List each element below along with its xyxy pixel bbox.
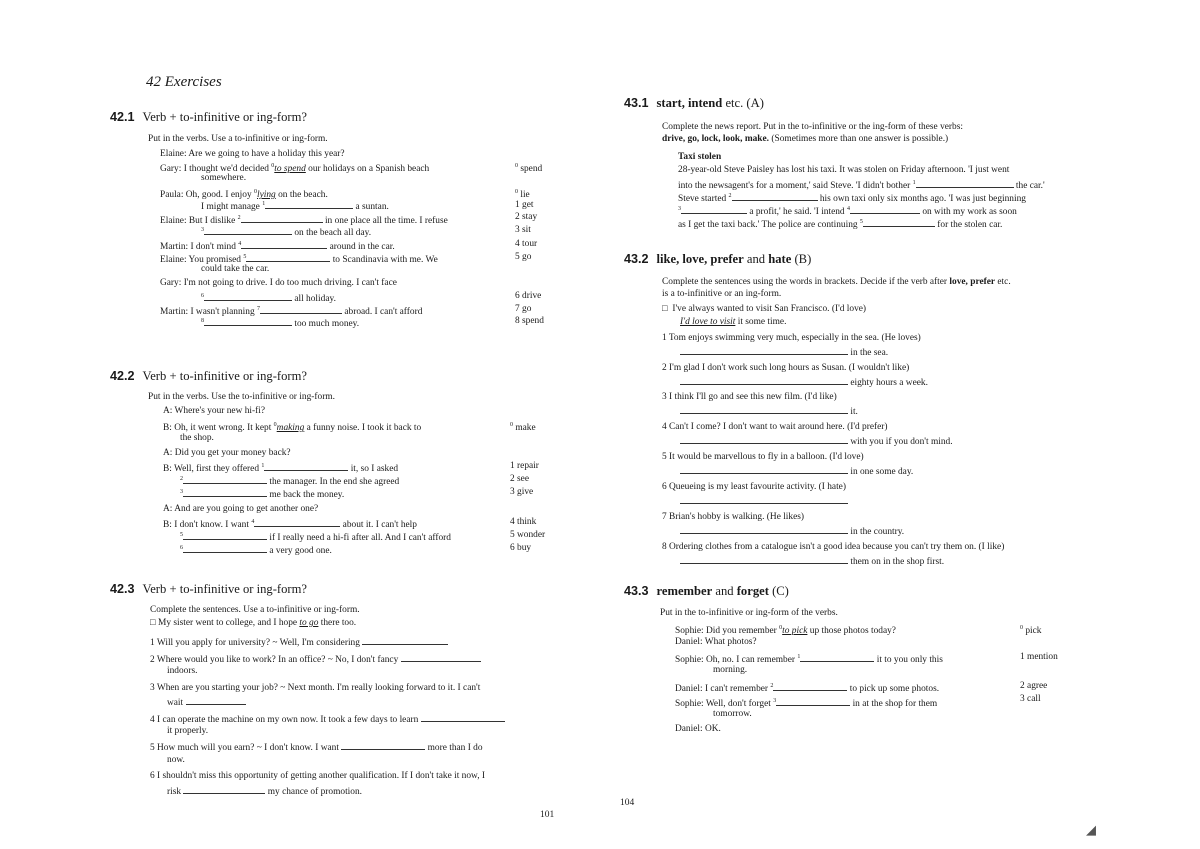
answer-blank[interactable] xyxy=(800,653,874,662)
dialogue-line: $^2$ the manager. In the end she agreed xyxy=(180,476,400,488)
exercise-line xyxy=(680,435,953,448)
example-answer: lying xyxy=(257,190,276,201)
exercise-line xyxy=(680,346,888,359)
exercise-line xyxy=(167,785,362,798)
exercise-text: my chance of promotion. xyxy=(267,787,362,797)
verb-cue: 6 drive xyxy=(515,291,542,301)
dialogue-line: Gary: I thought we'd decided $^0$to spend our holidays on a Spanish beach xyxy=(160,163,430,175)
exercise-text: I've always wanted to visit San Francisco. (I'd love) xyxy=(672,304,867,314)
verb-cue: 2 see xyxy=(510,474,530,484)
dialogue-text: Elaine: You promised xyxy=(160,255,241,266)
dialogue-text: on the beach all day. xyxy=(294,228,372,239)
exercise-line xyxy=(680,376,928,389)
exercise-text: risk xyxy=(167,787,182,797)
section-heading xyxy=(624,96,764,111)
dialogue-line: I might manage $^1$ a suntan. xyxy=(201,201,389,213)
dialogue-line: Sophie: Oh, no. I can remember $^1$ it to you only this xyxy=(675,654,943,666)
verb-list: drive, go, lock, look, make. xyxy=(662,134,770,144)
section-number: 42.2 xyxy=(110,369,135,383)
answer-blank[interactable] xyxy=(680,465,848,474)
section-title-rest: etc. (A) xyxy=(725,96,764,110)
dialogue-text: it to you only this xyxy=(876,655,943,666)
dialogue-line: Martin: I don't mind $^4$ around in the car. xyxy=(160,241,395,253)
verb-cue: 2 agree xyxy=(1020,681,1048,691)
exercise-line xyxy=(150,636,448,649)
exercise-text: 2 Where would you like to work? In an office? ~ No, I don't fancy xyxy=(150,655,399,665)
section-title: start, intend xyxy=(656,96,723,110)
answer-blank[interactable] xyxy=(773,682,847,691)
exercise-text: 5 How much will you earn? ~ I don't know. I want xyxy=(150,743,339,753)
instruction: Complete the sentences. Use a to-infinitive or ing-form. xyxy=(150,605,360,615)
story-text: a profit,' he said. 'I intend xyxy=(749,207,845,218)
exercise-line: □ My sister went to college, and I hope to go there too. xyxy=(150,618,357,628)
section-number: 42.3 xyxy=(110,582,135,596)
verb-cue: 2 stay xyxy=(515,212,538,222)
dialogue-line: somewhere. xyxy=(201,173,247,183)
verb-cue: 5 go xyxy=(515,252,532,262)
answer-blank[interactable] xyxy=(241,240,327,249)
chapter-title: 42 Exercises xyxy=(146,74,222,90)
example-answer: I'd love to visit xyxy=(680,317,736,327)
exercise-line xyxy=(680,465,913,478)
page-number: 104 xyxy=(620,798,635,808)
verb-cue: $^0$ make xyxy=(510,422,536,434)
dialogue-line: $^3$ on the beach all day. xyxy=(201,227,372,239)
section-title: remember xyxy=(656,584,713,598)
section-title: Verb + to-infinitive or ing-form? xyxy=(142,582,307,596)
example-answer: to pick xyxy=(782,626,808,637)
answer-blank[interactable] xyxy=(362,636,448,645)
right-page xyxy=(600,0,1200,849)
dialogue-text: it, so I asked xyxy=(350,464,399,475)
story-line: 28-year-old Steve Paisley has lost his taxi. It was stolen on Friday afternoon. 'I just went xyxy=(678,165,1010,175)
exercise-text: in one some day. xyxy=(850,467,914,477)
dialogue-text: a funny noise. I took it back to xyxy=(306,423,422,434)
answer-blank[interactable] xyxy=(850,205,920,214)
instruction-text: Complete the sentences using the words in brackets. Decide if the verb after xyxy=(662,277,948,287)
section-heading xyxy=(624,584,789,599)
exercise-line: now. xyxy=(167,755,185,765)
verb-cue: 4 tour xyxy=(515,239,538,249)
page-number: 101 xyxy=(540,810,555,820)
example-answer: to go xyxy=(299,618,319,628)
answer-blank[interactable] xyxy=(183,785,265,794)
dialogue-line: Daniel: What photos? xyxy=(675,637,757,647)
section-heading xyxy=(624,252,811,267)
dialogue-line: $^8$ too much money. xyxy=(201,318,360,330)
dialogue-text: me back the money. xyxy=(269,490,345,501)
dialogue-text: the manager. In the end she agreed xyxy=(269,477,400,488)
dialogue-text: B: Well, first they offered xyxy=(163,464,260,475)
dialogue-text: a very good one. xyxy=(269,546,332,557)
dialogue-line: Sophie: Well, don't forget $^3$ in at the shop for them xyxy=(675,698,938,710)
section-title: like, love, prefer xyxy=(656,252,744,266)
dialogue-text: B: Oh, it went wrong. It kept xyxy=(163,423,272,434)
answer-blank[interactable] xyxy=(680,405,848,414)
dialogue-line: B: Well, first they offered $^1$ it, so I asked xyxy=(163,463,399,475)
section-number: 43.1 xyxy=(624,96,649,110)
dialogue-text: our holidays on a Spanish beach xyxy=(308,164,430,175)
example-answer: making xyxy=(276,423,305,434)
answer-blank[interactable] xyxy=(265,200,353,209)
answer-blank[interactable] xyxy=(246,253,330,262)
answer-blank[interactable] xyxy=(241,214,323,223)
story-line: as I get the taxi back.' The police are continuing $^5$ for the stolen car. xyxy=(678,219,1003,231)
instruction-bold: love, prefer xyxy=(949,277,996,287)
dialogue-line: $^5$ if I really need a hi-fi after all. And I can't afford xyxy=(180,532,451,544)
verb-cue: 3 sit xyxy=(515,225,531,235)
exercise-line xyxy=(150,653,481,666)
verb-cue: 1 mention xyxy=(1020,652,1058,662)
dialogue-line: Gary: I'm not going to drive. I do too much driving. I can't face xyxy=(160,278,397,288)
dialogue-line: $^3$ me back the money. xyxy=(180,489,345,501)
answer-blank[interactable] xyxy=(863,218,935,227)
answer-blank[interactable] xyxy=(204,317,292,326)
section-title-rest: and xyxy=(746,252,766,266)
answer-blank[interactable] xyxy=(186,696,246,705)
exercise-text: in the sea. xyxy=(850,348,889,358)
dialogue-line: Elaine: But I dislike $^2$ in one place all the time. I refuse xyxy=(160,215,448,227)
story-text: the car.' xyxy=(1015,181,1045,192)
section-heading xyxy=(110,110,307,125)
dialogue-text: about it. I can't help xyxy=(342,520,417,531)
dialogue-line: the shop. xyxy=(180,433,214,443)
exercise-line: indoors. xyxy=(167,666,198,676)
verb-cue: 3 call xyxy=(1020,694,1041,704)
exercise-line: 2 I'm glad I don't work such long hours as Susan. (I wouldn't like) xyxy=(662,363,910,373)
answer-blank[interactable] xyxy=(916,179,1014,188)
exercise-line: 4 Can't I come? I don't want to wait around here. (I'd prefer) xyxy=(662,422,888,432)
verb-cue: 7 go xyxy=(515,304,532,314)
story-text: for the stolen car. xyxy=(937,220,1003,231)
story-line: Steve started $^2$ his own taxi only six months ago. 'I was just beginning xyxy=(678,193,1026,205)
section-title-bold: forget xyxy=(736,584,769,598)
verb-cue: 3 give xyxy=(510,487,534,497)
corner-mark-icon: ◢ xyxy=(1086,822,1096,837)
answer-blank[interactable] xyxy=(776,697,850,706)
verb-cue: $^0$ lie xyxy=(515,189,530,201)
exercise-text: it some time. xyxy=(737,317,787,327)
dialogue-text: to Scandinavia with me. We xyxy=(332,255,438,266)
story-line: into the newsagent's for a moment,' said Steve. 'I didn't bother $^1$ the car.' xyxy=(678,180,1045,192)
answer-blank[interactable] xyxy=(204,226,292,235)
dialogue-text: abroad. I can't afford xyxy=(344,307,423,318)
answer-blank[interactable] xyxy=(680,495,848,504)
answer-blank[interactable] xyxy=(254,518,340,527)
exercise-text: it. xyxy=(850,407,858,417)
answer-blank[interactable] xyxy=(680,435,848,444)
dialogue-line: Daniel: I can't remember $^2$ to pick up some photos. xyxy=(675,683,940,695)
dialogue-line: A: And are you going to get another one? xyxy=(163,504,319,514)
instruction-text: etc. xyxy=(997,277,1011,287)
instruction xyxy=(662,134,948,145)
exercise-line xyxy=(680,525,904,538)
dialogue-text: in at the shop for them xyxy=(852,699,938,710)
verb-cue: 1 get xyxy=(515,200,534,210)
exercise-line: 5 It would be marvellous to fly in a balloon. (I'd love) xyxy=(662,452,864,462)
verb-cue: 5 wonder xyxy=(510,530,546,540)
answer-blank[interactable] xyxy=(680,555,848,564)
dialogue-text: in one place all the time. I refuse xyxy=(324,216,448,227)
verb-cue: 4 think xyxy=(510,517,537,527)
dialogue-line: Elaine: Are we going to have a holiday this year? xyxy=(160,149,345,159)
dialogue-text: Paula: Oh, good. I enjoy xyxy=(160,190,252,201)
dialogue-text: to pick up some photos. xyxy=(849,684,940,695)
exercise-line: 8 Ordering clothes from a catalogue isn't a good idea because you can't try them on. (I like) xyxy=(662,542,1005,552)
dialogue-line: could take the car. xyxy=(201,264,270,274)
dialogue-line: Paula: Oh, good. I enjoy $^0$lying on the beach. xyxy=(160,189,328,201)
dialogue-text: Gary: I thought we'd decided xyxy=(160,164,269,175)
story-text: Steve started xyxy=(678,194,727,205)
dialogue-line: Sophie: Did you remember $^0$to pick up those photos today? xyxy=(675,625,896,637)
dialogue-line: A: Did you get your money back? xyxy=(163,448,291,458)
exercise-line xyxy=(167,696,246,709)
section-title-bold: hate xyxy=(768,252,792,266)
answer-blank[interactable] xyxy=(421,713,505,722)
answer-blank[interactable] xyxy=(183,544,267,553)
exercise-line: 6 Queueing is my least favourite activity. (I hate) xyxy=(662,482,846,492)
exercise-line: it properly. xyxy=(167,726,209,736)
answer-blank[interactable] xyxy=(401,653,481,662)
answer-blank[interactable] xyxy=(264,462,348,471)
instruction: Put in the verbs. Use a to-infinitive or ing-form. xyxy=(148,134,328,144)
dialogue-text: all holiday. xyxy=(294,294,336,305)
section-heading xyxy=(110,582,307,597)
instruction: is a to-infinitive or an ing-form. xyxy=(662,289,782,299)
answer-blank[interactable] xyxy=(204,292,292,301)
verb-cue: 1 repair xyxy=(510,461,539,471)
dialogue-text: Sophie: Oh, no. I can remember xyxy=(675,655,796,666)
dialogue-line: $^6$ a very good one. xyxy=(180,545,332,557)
answer-blank[interactable] xyxy=(260,305,342,314)
answer-blank[interactable] xyxy=(680,376,848,385)
dialogue-line: B: Oh, it went wrong. It kept $^0$making a funny noise. I took it back to xyxy=(163,422,422,434)
answer-blank[interactable] xyxy=(183,531,267,540)
dialogue-text: Sophie: Well, don't forget xyxy=(675,699,771,710)
dialogue-line: Martin: I wasn't planning $^7$ abroad. I can't afford xyxy=(160,306,423,318)
story-text: on with my work as soon xyxy=(922,207,1017,218)
answer-blank[interactable] xyxy=(341,741,425,750)
exercise-text: My sister went to college, and I hope xyxy=(158,618,298,628)
section-number: 43.2 xyxy=(624,252,649,266)
story-heading: Taxi stolen xyxy=(678,152,722,162)
section-title: Verb + to-infinitive or ing-form? xyxy=(142,369,307,383)
dialogue-text: too much money. xyxy=(294,319,360,330)
instruction xyxy=(662,277,1011,288)
dialogue-text: Martin: I don't mind xyxy=(160,242,236,253)
exercise-text: eighty hours a week. xyxy=(850,378,928,388)
dialogue-text: on the beach. xyxy=(278,190,328,201)
answer-blank[interactable] xyxy=(183,475,267,484)
instruction: Put in the to-infinitive or ing-form of the verbs. xyxy=(660,608,838,618)
answer-blank[interactable] xyxy=(680,346,848,355)
dialogue-text: a suntan. xyxy=(355,202,389,213)
exercise-line xyxy=(680,495,848,508)
verb-cue: 8 spend xyxy=(515,316,544,326)
story-line: $^3$ a profit,' he said. 'I intend $^4$ on with my work as soon xyxy=(678,206,1017,218)
dialogue-line: A: Where's your new hi-fi? xyxy=(163,406,266,416)
exercise-text: them on in the shop first. xyxy=(850,557,945,567)
exercise-text: wait xyxy=(167,698,184,708)
dialogue-line: $^6$ all holiday. xyxy=(201,293,336,305)
dialogue-text: B: I don't know. I want xyxy=(163,520,249,531)
exercise-text: 1 Will you apply for university? ~ Well, I'm considering xyxy=(150,638,360,648)
exercise-line: 1 Tom enjoys swimming very much, especially in the sea. (He loves) xyxy=(662,333,921,343)
exercise-line: 3 I think I'll go and see this new film. (I'd like) xyxy=(662,392,837,402)
exercise-line: 7 Brian's hobby is walking. (He likes) xyxy=(662,512,805,522)
verb-cue: $^0$ spend xyxy=(515,163,543,175)
answer-blank[interactable] xyxy=(732,192,818,201)
dialogue-line: morning. xyxy=(713,665,748,675)
dialogue-text: up those photos today? xyxy=(809,626,896,637)
instruction-note: (Sometimes more than one answer is possible.) xyxy=(771,134,949,144)
dialogue-text: Elaine: But I dislike xyxy=(160,216,236,227)
example-answer: to spend xyxy=(274,164,306,175)
exercise-line xyxy=(150,741,483,754)
exercise-text: 4 I can operate the machine on my own now. It took a few days to learn xyxy=(150,715,419,725)
section-title: Verb + to-infinitive or ing-form? xyxy=(142,110,307,124)
section-number: 43.3 xyxy=(624,584,649,598)
answer-blank[interactable] xyxy=(183,488,267,497)
dialogue-text: Daniel: I can't remember xyxy=(675,684,769,695)
verb-cue: $^0$ pick xyxy=(1020,625,1042,637)
section-title-rest: and xyxy=(715,584,734,598)
story-text: as I get the taxi back.' The police are continuing xyxy=(678,220,858,231)
exercise-text: with you if you don't mind. xyxy=(850,437,953,447)
dialogue-line: B: I don't know. I want $^4$ about it. I can't help xyxy=(163,519,417,531)
story-text: into the newsagent's for a moment,' said Steve. 'I didn't bother xyxy=(678,181,911,192)
exercise-line xyxy=(680,317,786,328)
dialogue-text: if I really need a hi-fi after all. And I can't afford xyxy=(269,533,451,544)
dialogue-text: around in the car. xyxy=(329,242,395,253)
section-title-end: (C) xyxy=(772,584,789,598)
dialogue-line: tomorrow. xyxy=(713,709,752,719)
section-number: 42.1 xyxy=(110,110,135,124)
exercise-text: in the country. xyxy=(850,527,905,537)
exercise-text: more than I do xyxy=(427,743,483,753)
exercise-line xyxy=(680,405,858,418)
verb-cue: 6 buy xyxy=(510,543,532,553)
answer-blank[interactable] xyxy=(681,205,747,214)
dialogue-text: Sophie: Did you remember xyxy=(675,626,777,637)
dialogue-text: I might manage xyxy=(201,202,260,213)
section-heading xyxy=(110,369,307,384)
dialogue-text: Martin: I wasn't planning xyxy=(160,307,255,318)
exercise-line xyxy=(680,555,944,568)
exercise-line: 6 I shouldn't miss this opportunity of getting another qualification. If I don't take it now, I xyxy=(150,771,486,781)
exercise-line xyxy=(150,713,505,726)
exercise-line: 3 When are you starting your job? ~ Next month. I'm really looking forward to it. I can't xyxy=(150,683,481,693)
instruction: Complete the news report. Put in the to-infinitive or the ing-form of these verbs: xyxy=(662,122,963,132)
section-title-end: (B) xyxy=(794,252,812,266)
exercise-line: □ I've always wanted to visit San Francisco. (I'd love) xyxy=(662,304,867,314)
dialogue-line: Daniel: OK. xyxy=(675,724,721,734)
instruction: Put in the verbs. Use the to-infinitive or ing-form. xyxy=(148,392,335,402)
exercise-text: there too. xyxy=(320,618,357,628)
story-text: his own taxi only six months ago. 'I was just beginning xyxy=(819,194,1026,205)
answer-blank[interactable] xyxy=(680,525,848,534)
dialogue-line: Elaine: You promised $^5$ to Scandinavia with me. We xyxy=(160,254,438,266)
